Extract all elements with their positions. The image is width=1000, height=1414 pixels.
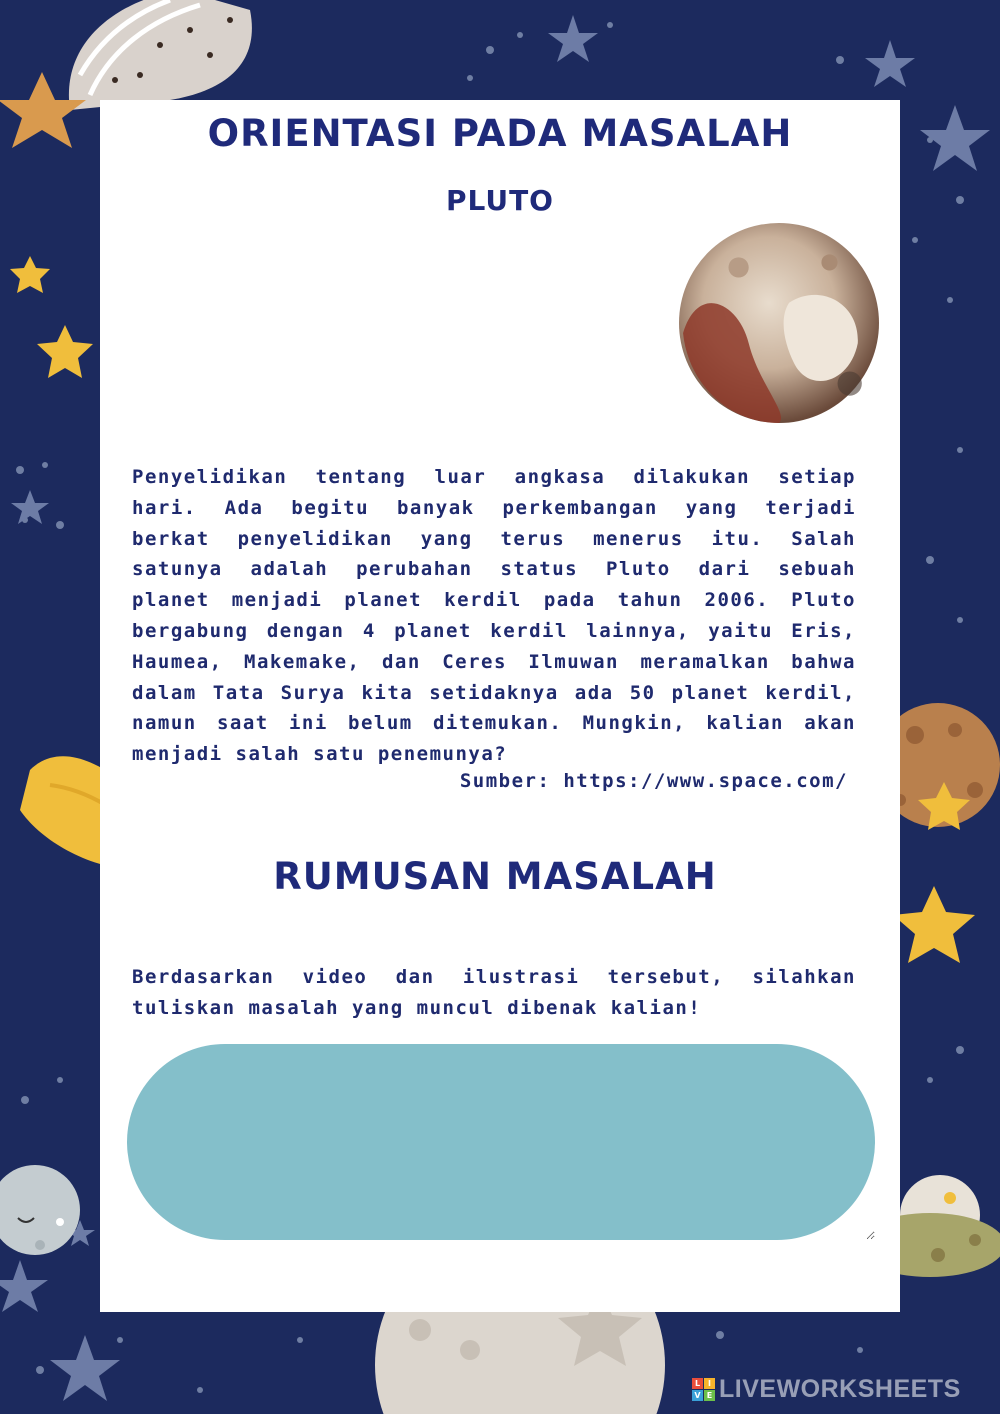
section-title-rumusan: RUMUSAN MASALAH [273, 855, 717, 898]
pluto-image [678, 222, 880, 424]
liveworksheets-watermark [692, 1376, 961, 1402]
planet-bottom-left-grey [0, 1165, 80, 1255]
problem-description: Penyelidikan tentang luar angkasa dilakukan setiap hari. Ada begitu banyak perkembangan yang terjadi berkat penyelidikan yang terus menerus itu. Salah satunya adalah perubahan status Pluto dari sebuah planet menjadi planet kerdil pada tahun 2006. Pluto bergabung dengan 4 planet kerdil lainnya, yaitu Eris, Haumea, Makemake, dan Ceres Ilmuwan meramalkan bahwa dalam Tata Surya kita setidaknya ada 50 planet kerdil, namun saat ini belum ditemukan. Mungkin, kalian akan menjadi salah satu penemunya? [132, 466, 856, 766]
yellow-star-right [893, 886, 975, 963]
liveworksheets-logo-icon: L I V E [692, 1378, 715, 1401]
watermark-text: LIVEWORKSHEETS [719, 1374, 961, 1403]
page-title: ORIENTASI PADA MASALAH [207, 112, 793, 155]
answer-input[interactable] [127, 1044, 875, 1240]
page-subtitle: PLUTO [445, 184, 554, 217]
instruction-text: Berdasarkan video dan ilustrasi tersebut, silahkan tuliskan masalah yang muncul dibenak kalian! [132, 966, 856, 1019]
source-citation: Sumber: https://www.space.com/ [459, 770, 848, 792]
